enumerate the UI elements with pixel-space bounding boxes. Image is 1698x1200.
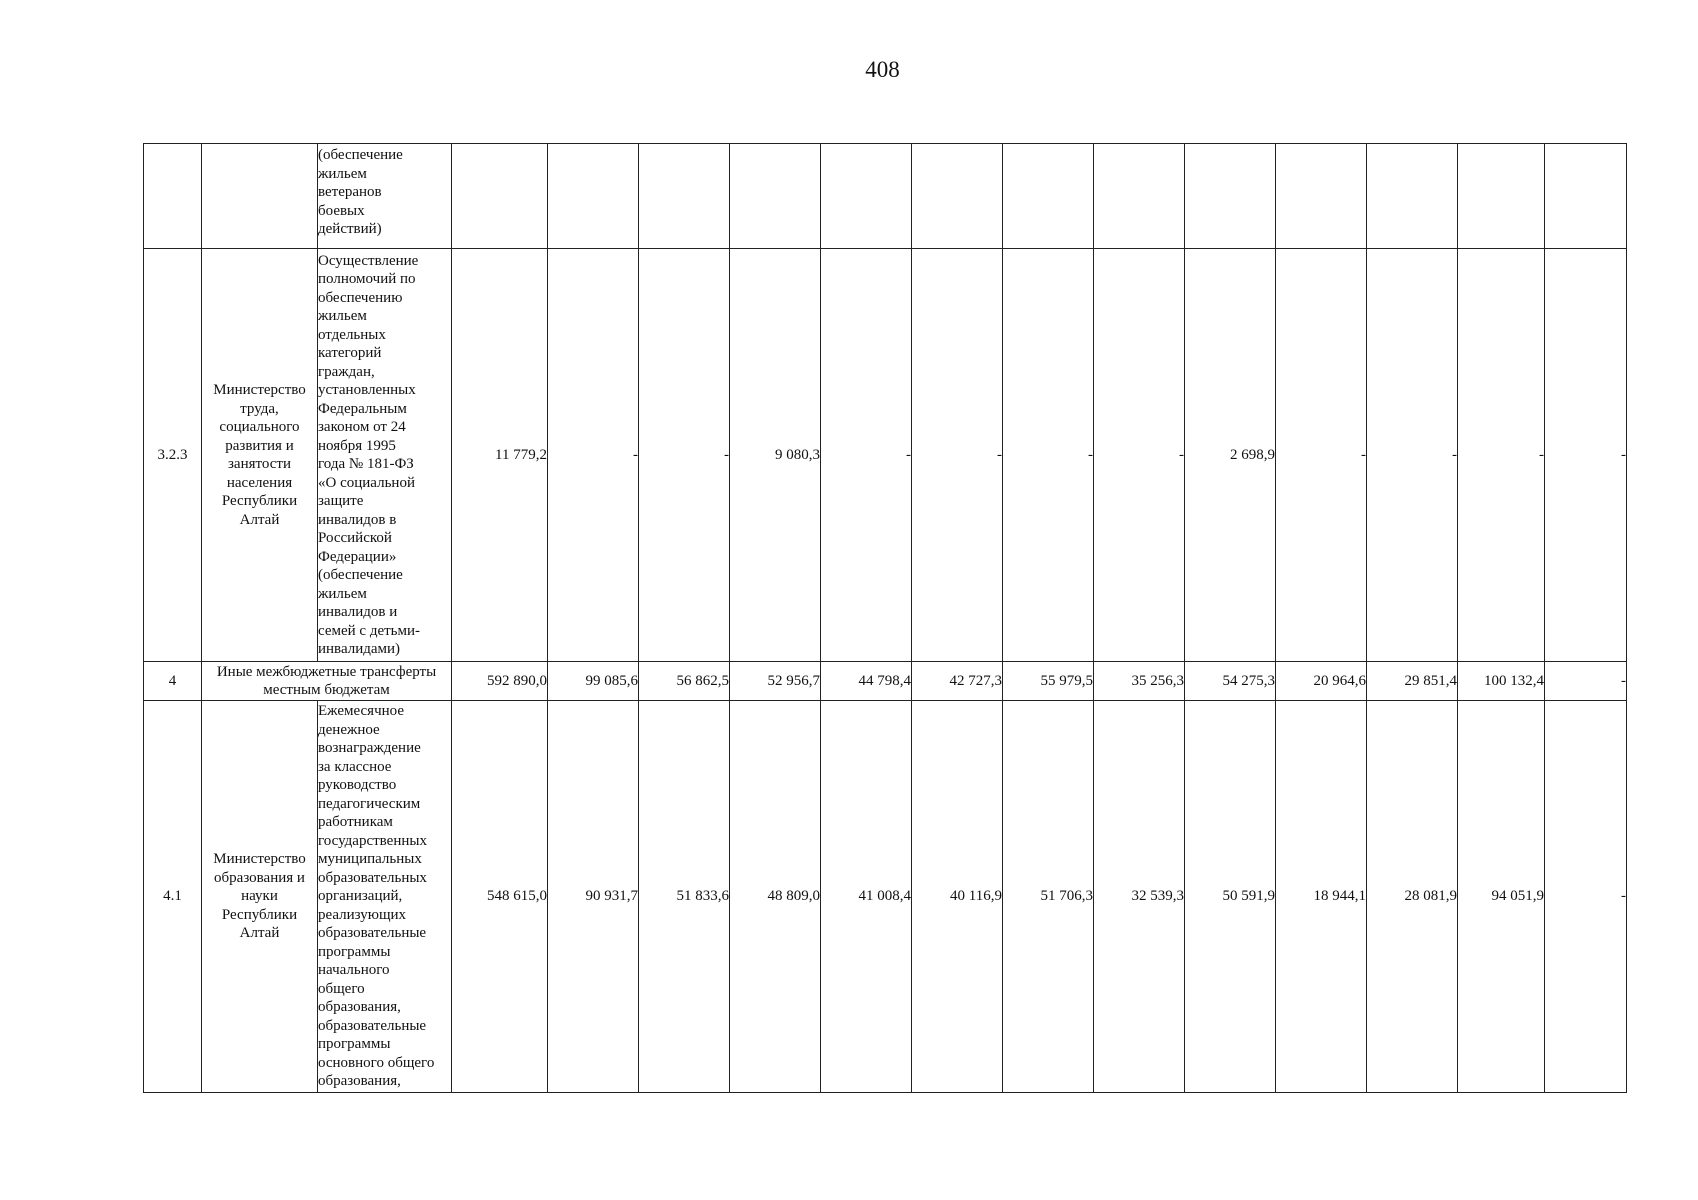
organization-cell: Министерство образования и науки Республики Алтай [202, 701, 318, 1093]
row-number: 4 [144, 662, 202, 701]
value-cell [730, 144, 821, 249]
value-cell: - [639, 249, 730, 662]
value-cell: - [1003, 249, 1094, 662]
value-cell: 55 979,5 [1003, 662, 1094, 701]
row-number [144, 144, 202, 249]
value-cell: 56 862,5 [639, 662, 730, 701]
description-cell: Ежемесячное денежное вознаграждение за классное руководство педагогическим работникам государственных муниципальных образовательных организаций, реализующих образовательные программы начального общего образования, образовательные программы основного общего образования, [318, 701, 452, 1093]
value-cell: - [1094, 249, 1185, 662]
value-cell [912, 144, 1003, 249]
value-cell: 40 116,9 [912, 701, 1003, 1093]
row-number: 3.2.3 [144, 249, 202, 662]
value-cell: 52 956,7 [730, 662, 821, 701]
value-cell [1185, 144, 1276, 249]
value-cell: 29 851,4 [1367, 662, 1458, 701]
value-cell: 32 539,3 [1094, 701, 1185, 1093]
table-row [144, 249, 1627, 662]
value-cell: 99 085,6 [548, 662, 639, 701]
value-cell: - [912, 249, 1003, 662]
table-row [144, 662, 1627, 701]
value-cell [1003, 144, 1094, 249]
value-cell: - [821, 249, 912, 662]
value-cell [821, 144, 912, 249]
value-cell: 50 591,9 [1185, 701, 1276, 1093]
page-number: 408 [865, 57, 900, 82]
value-cell: 42 727,3 [912, 662, 1003, 701]
value-cell: 592 890,0 [452, 662, 548, 701]
value-cell: - [1458, 249, 1545, 662]
value-cell: 18 944,1 [1276, 701, 1367, 1093]
value-cell: 54 275,3 [1185, 662, 1276, 701]
value-cell: 90 931,7 [548, 701, 639, 1093]
row-number: 4.1 [144, 701, 202, 1093]
value-cell [1367, 144, 1458, 249]
value-cell: - [1545, 701, 1627, 1093]
value-cell: 44 798,4 [821, 662, 912, 701]
value-cell: 48 809,0 [730, 701, 821, 1093]
organization-cell [202, 144, 318, 249]
value-cell: - [548, 249, 639, 662]
value-cell: 11 779,2 [452, 249, 548, 662]
table-row [144, 144, 1627, 249]
value-cell: - [1367, 249, 1458, 662]
value-cell [548, 144, 639, 249]
description-cell: (обеспечение жильем ветеранов боевых действий) [318, 144, 452, 249]
value-cell: - [1545, 249, 1627, 662]
value-cell: 9 080,3 [730, 249, 821, 662]
value-cell: 35 256,3 [1094, 662, 1185, 701]
value-cell [1094, 144, 1185, 249]
value-cell [1458, 144, 1545, 249]
value-cell: 100 132,4 [1458, 662, 1545, 701]
value-cell: 2 698,9 [1185, 249, 1276, 662]
organization-cell: Министерство труда, социального развития и занятости населения Республики Алтай [202, 249, 318, 662]
value-cell: 20 964,6 [1276, 662, 1367, 701]
description-cell: Осуществление полномочий по обеспечению жильем отдельных категорий граждан, установленных Федеральным законом от 24 ноября 1995 года № 181-ФЗ «О социальной защите инвалидов в Российской Федерации» (обеспечение жильем инвалидов и семей с детьми- инвалидами) [318, 249, 452, 662]
budget-table [143, 143, 1627, 1093]
value-cell: - [1545, 662, 1627, 701]
section-title-cell: Иные межбюджетные трансферты местным бюджетам [202, 662, 452, 701]
value-cell: 548 615,0 [452, 701, 548, 1093]
value-cell: 94 051,9 [1458, 701, 1545, 1093]
value-cell [1545, 144, 1627, 249]
value-cell [1276, 144, 1367, 249]
value-cell: 41 008,4 [821, 701, 912, 1093]
value-cell [452, 144, 548, 249]
table-row [144, 701, 1627, 1093]
value-cell: 51 833,6 [639, 701, 730, 1093]
value-cell: 28 081,9 [1367, 701, 1458, 1093]
value-cell: 51 706,3 [1003, 701, 1094, 1093]
value-cell [639, 144, 730, 249]
value-cell: - [1276, 249, 1367, 662]
